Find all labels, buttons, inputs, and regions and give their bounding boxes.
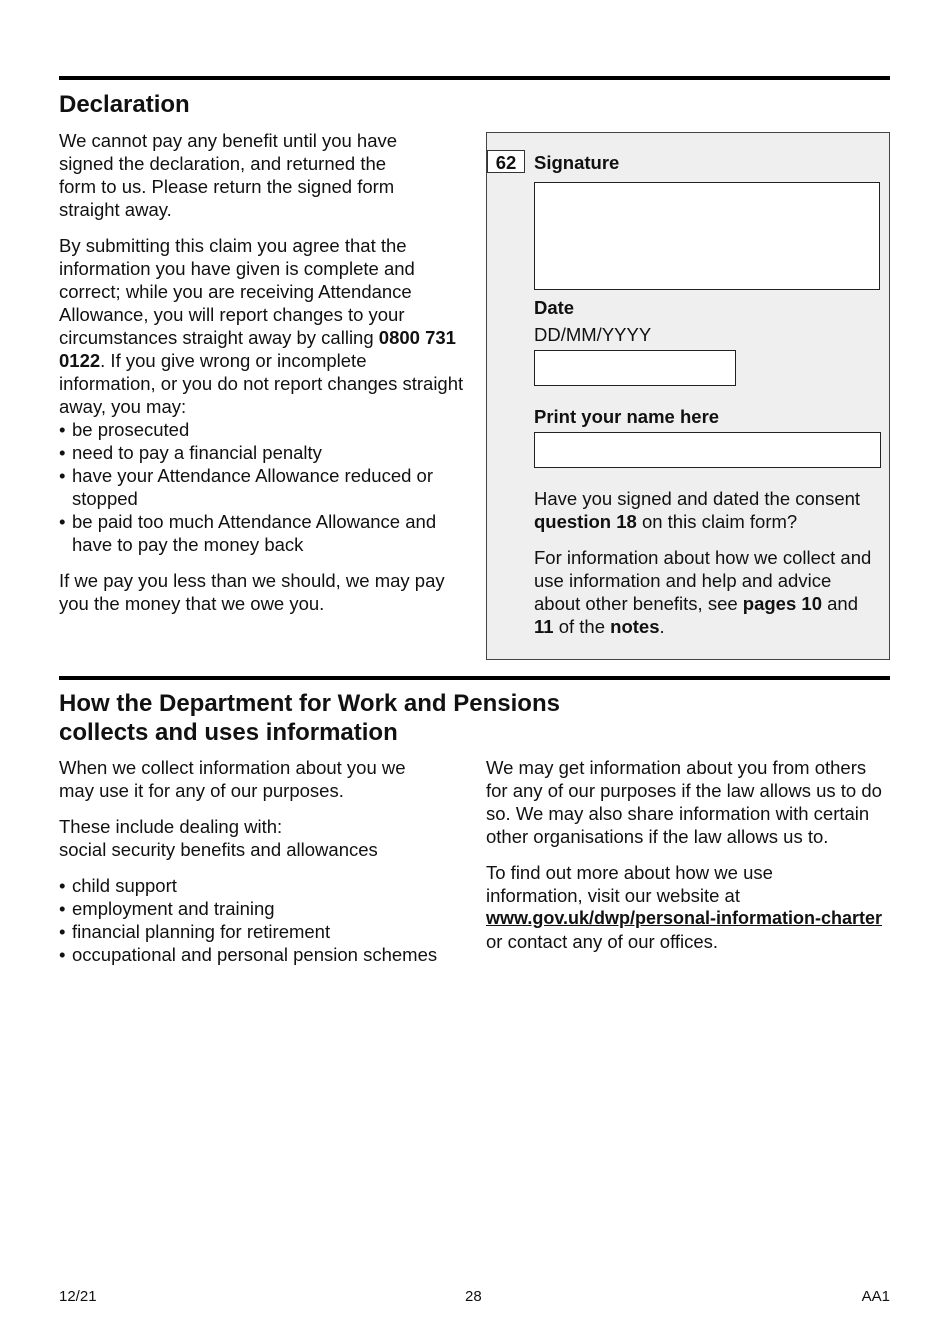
consent-question-ref: question 18 [534, 511, 637, 532]
info-note [534, 546, 874, 638]
declaration-para2-text-a: By submitting this claim you agree that the information you have given is complete and correct; while you are receiving Attendance Allowance, you will report changes to your circumstances straight away by calling [59, 235, 415, 348]
dwp-title [59, 689, 560, 747]
section-rule-middle [59, 676, 890, 680]
signature-panel [486, 132, 890, 660]
name-field[interactable] [534, 432, 881, 468]
dwp-right-column [486, 756, 892, 953]
date-field[interactable] [534, 350, 736, 386]
list-item: • child support [59, 874, 464, 897]
signature-field[interactable] [534, 182, 880, 290]
dwp-right-para2-text-b: or contact any of our offices. [486, 931, 719, 952]
consent-text-b: on this claim form? [636, 511, 798, 532]
section-rule-top [59, 76, 890, 80]
declaration-title: Declaration [59, 91, 190, 118]
dwp-title-line1: How the Department for Work and Pensions [59, 690, 560, 717]
list-item: • financial planning for retirement [59, 920, 464, 943]
dwp-left-para2-line1: These include dealing with: [59, 816, 283, 837]
consent-text-a: Have you signed and dated the consent [534, 488, 861, 509]
declaration-para2 [59, 234, 464, 418]
info-page-11: 11 [534, 616, 554, 637]
page-number: 28 [465, 1288, 482, 1305]
dwp-left-para2 [59, 815, 464, 861]
consent-reminder [534, 487, 884, 533]
phone-number: 0800 731 0122 [59, 327, 456, 371]
info-notes: notes [610, 616, 660, 637]
dwp-left-para1: When we collect information about you we may use it for any of our purposes. [59, 757, 406, 801]
list-item: • occupational and personal pension schemes [59, 943, 464, 966]
list-item: • have your Attendance Allowance reduced or stopped [59, 464, 464, 510]
date-label: Date [534, 297, 575, 318]
date-format-hint: DD/MM/YYYY [534, 324, 652, 345]
dwp-left-para2-line2: social security benefits and allowances [59, 839, 378, 860]
declaration-para3: If we pay you less than we should, we may pay you the money that we owe you. [59, 570, 445, 614]
form-code: AA1 [861, 1288, 890, 1305]
personal-information-charter-link[interactable]: www.gov.uk/dwp/personal-information-charter [486, 908, 883, 928]
declaration-text [59, 129, 464, 615]
info-pages: pages 10 [742, 593, 822, 614]
info-and: and [821, 593, 858, 614]
dwp-right-para2 [486, 861, 892, 953]
info-text-a: For information about how we collect and use information and help and advice about other benefits, see [534, 547, 872, 614]
info-end: . [659, 616, 665, 637]
list-item: • be paid too much Attendance Allowance and have to pay the money back [59, 510, 464, 556]
declaration-para2-text-b: . If you give wrong or incomplete information, or you do not report changes straight away, you may: [59, 350, 464, 417]
declaration-para1: We cannot pay any benefit until you have signed the declaration, and returned the form to us. Please return the signed form straight away. [59, 130, 398, 220]
dwp-right-para2-text-a: To find out more about how we use information, visit our website at [486, 862, 773, 906]
name-label: Print your name here [534, 406, 720, 427]
question-number: 62 [487, 150, 525, 173]
dwp-title-line2: collects and uses information [59, 719, 398, 746]
dwp-left-column [59, 756, 464, 966]
list-item: • need to pay a financial penalty [59, 441, 464, 464]
declaration-consequences-list [59, 418, 464, 556]
footer-date: 12/21 [59, 1288, 97, 1305]
list-item: • be prosecuted [59, 418, 464, 441]
dwp-right-para1: We may get information about you from others for any of our purposes if the law allows us to do so. We may also share information with certain other organisations if the law allows us to. [486, 757, 882, 847]
dwp-purposes-list [59, 874, 464, 966]
list-item: • employment and training [59, 897, 464, 920]
info-of: of the [553, 616, 611, 637]
signature-label: Signature [534, 152, 620, 173]
